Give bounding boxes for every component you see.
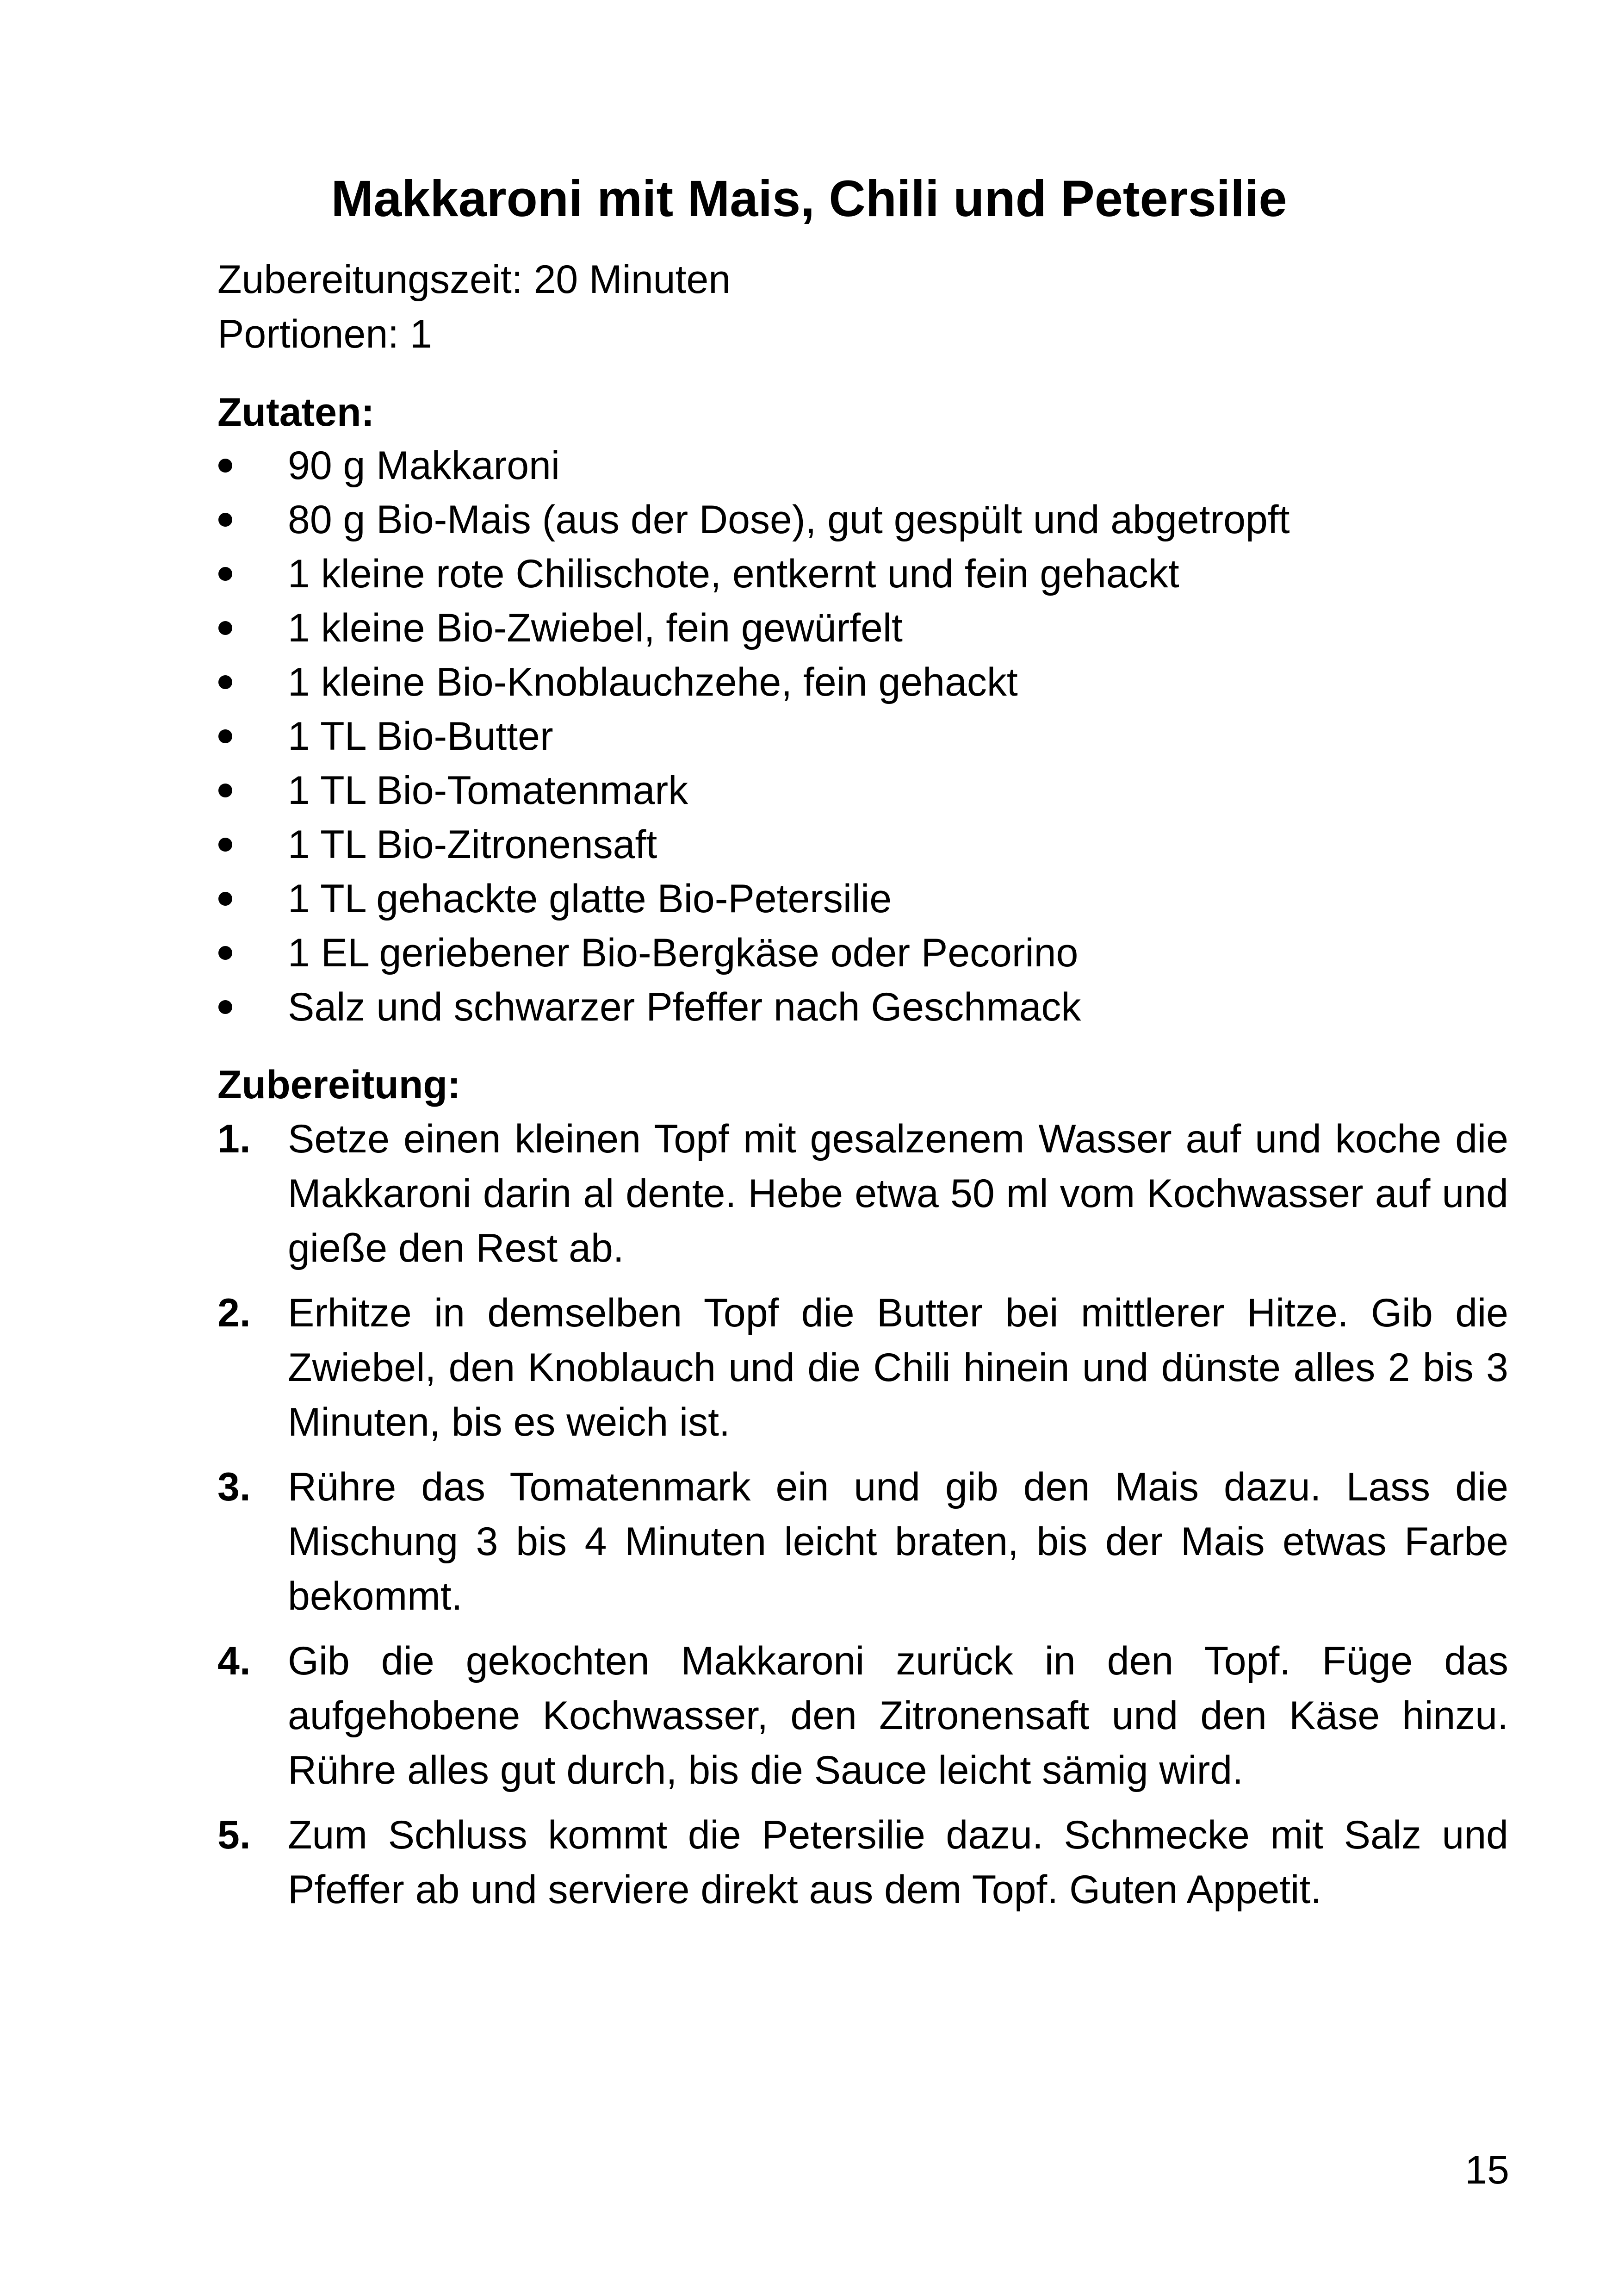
ingredients-list (217, 439, 1290, 1034)
bullet-icon (218, 892, 232, 906)
ingredient-item (217, 764, 1290, 818)
step-number: 4. (217, 1639, 251, 1683)
bullet-icon (218, 1000, 232, 1014)
ingredient-text: 1 TL gehackte glatte Bio-Petersilie (288, 877, 892, 921)
recipe-title: Makkaroni mit Mais, Chili und Petersilie (331, 170, 1287, 227)
bullet-icon (218, 946, 232, 960)
ingredient-item (217, 926, 1290, 980)
bullet-icon (218, 513, 232, 527)
ingredient-text: 1 kleine Bio-Knoblauchzehe, fein gehackt (288, 660, 1018, 704)
ingredient-text: Salz und schwarzer Pfeffer nach Geschmack (288, 985, 1081, 1029)
ingredient-item (217, 872, 1290, 926)
bullet-icon (218, 459, 232, 473)
ingredient-text: 90 g Makkaroni (288, 443, 560, 488)
step-text: Setze einen kleinen Topf mit gesalzenem Wasser auf und koche die Makkaroni darin al dente. Hebe etwa 50 ml vom Kochwasser auf und gieße den Rest ab. (288, 1117, 1508, 1270)
step-item (217, 1460, 1508, 1624)
ingredients-heading: Zutaten: (217, 390, 375, 435)
servings: Portionen: 1 (217, 312, 432, 356)
ingredient-text: 1 kleine rote Chilischote, entkernt und fein gehackt (288, 552, 1179, 596)
step-number: 2. (217, 1291, 251, 1335)
step-text: Gib die gekochten Makkaroni zurück in den Topf. Füge das aufgehobene Kochwasser, den Zitronensaft und den Käse hinzu. Rühre alles gut durch, bis die Sauce leicht sämig wird. (288, 1639, 1508, 1792)
recipe-meta (217, 252, 731, 361)
page-number: 15 (1465, 2148, 1509, 2192)
bullet-icon (218, 621, 232, 635)
step-item (217, 1808, 1508, 1917)
ingredient-text: 1 EL geriebener Bio-Bergkäse oder Pecorino (288, 931, 1079, 975)
step-text: Zum Schluss kommt die Petersilie dazu. Schmecke mit Salz und Pfeffer ab und serviere direkt aus dem Topf. Guten Appetit. (288, 1813, 1508, 1912)
step-text: Erhitze in demselben Topf die Butter bei mittlerer Hitze. Gib die Zwiebel, den Knoblauch und die Chili hinein und dünste alles 2 bis 3 Minuten, bis es weich ist. (288, 1291, 1508, 1444)
ingredient-text: 1 kleine Bio-Zwiebel, fein gewürfelt (288, 606, 903, 650)
step-text: Rühre das Tomatenmark ein und gib den Mais dazu. Lass die Mischung 3 bis 4 Minuten leicht braten, bis der Mais etwas Farbe bekommt. (288, 1465, 1508, 1618)
ingredient-item (217, 601, 1290, 655)
bullet-icon (218, 784, 232, 797)
ingredient-text: 1 TL Bio-Zitronensaft (288, 822, 657, 867)
bullet-icon (218, 675, 232, 689)
bullet-icon (218, 729, 232, 743)
ingredient-item (217, 655, 1290, 709)
ingredient-item (217, 493, 1290, 547)
prep-time: Zubereitungszeit: 20 Minuten (217, 257, 731, 302)
ingredient-item (217, 439, 1290, 493)
ingredient-item (217, 547, 1290, 601)
step-number: 1. (217, 1117, 251, 1161)
ingredient-text: 1 TL Bio-Butter (288, 714, 553, 759)
step-item (217, 1286, 1508, 1450)
ingredient-text: 1 TL Bio-Tomatenmark (288, 768, 688, 813)
bullet-icon (218, 567, 232, 581)
step-item (217, 1112, 1508, 1276)
ingredient-item (217, 980, 1290, 1034)
preparation-heading: Zubereitung: (217, 1063, 461, 1107)
ingredient-text: 80 g Bio-Mais (aus der Dose), gut gespült und abgetropft (288, 498, 1290, 542)
step-item (217, 1634, 1508, 1798)
ingredient-item (217, 818, 1290, 872)
step-number: 3. (217, 1465, 251, 1509)
ingredient-item (217, 709, 1290, 764)
step-number: 5. (217, 1813, 251, 1857)
bullet-icon (218, 838, 232, 852)
preparation-steps (217, 1112, 1508, 1927)
